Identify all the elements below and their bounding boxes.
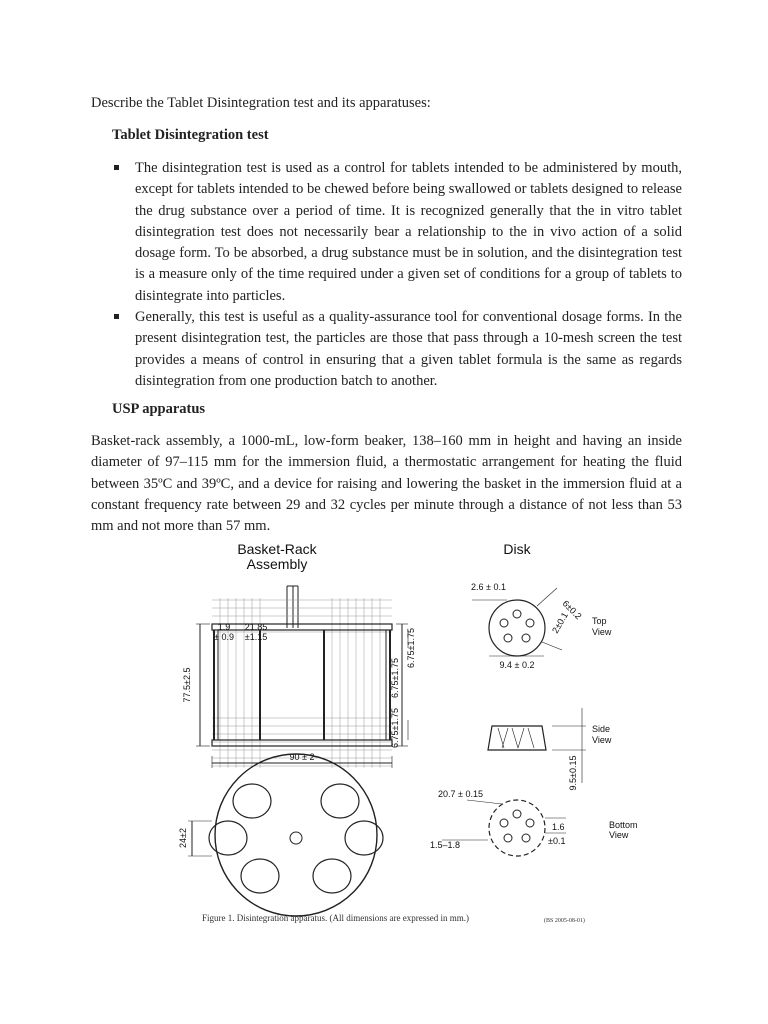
section-heading-usp-apparatus: USP apparatus (112, 401, 206, 417)
dim-2-6: 2.6 ± 0.1 (471, 582, 506, 592)
dim-20-7: 20.7 ± 0.15 (438, 789, 483, 799)
dim-21-85: 21.85 (244, 622, 268, 632)
dim-90: 90 ± 2 (289, 752, 315, 762)
dim-pm-1-15: ±1.15 (244, 632, 268, 642)
basket-title-line2: Assembly (246, 556, 308, 572)
label-top: Top (592, 616, 607, 626)
apparatus-drawing (172, 538, 638, 928)
basket-title-line1: Basket-Rack (237, 541, 317, 557)
section-heading-tablet-disintegration: Tablet Disintegration test (112, 127, 269, 143)
label-view-bottom: View (609, 830, 629, 840)
dim-6-pm-02: 6±0.2 (560, 598, 584, 622)
usp-paragraph: Basket-rack assembly, a 1000-mL, low-form beaker, 138–160 mm in height and having an inside diameter of 97–115 mm for the immersion fluid, a thermostatic arrangement for heating the fluid between 35ºC and 39ºC, and a device for raising and lowering the basket in the immersion fluid at a constant frequency rate between 29 and 32 cycles per minute through a distance of not less than 53 mm and not more than 57 mm. (91, 433, 682, 535)
label-bottom: Bottom (609, 820, 638, 830)
bullet-marker (114, 165, 119, 170)
figure-caption-ref: (BS 2005-08-01) (544, 918, 585, 924)
dim-pm-0-9: ± 0.9 (214, 632, 234, 642)
disk-bottom-view (442, 800, 566, 856)
bullet-text: Generally, this test is useful as a quality-assurance tool for conventional dosage forms. In the present disintegration test, the particles are those that pass through a 10-mesh screen the test provides a means of control in ensuring that a given tablet formula is the same as regards disintegration from one production batch to another. (135, 309, 682, 389)
bullet-marker (114, 314, 119, 319)
basket-rack-front-view (196, 586, 408, 768)
bullet-item (112, 307, 682, 392)
dim-6-75-right-top: 6.75±1.75 (390, 658, 400, 698)
dim-9-4: 9.4 ± 0.2 (499, 660, 535, 670)
dim-24: 24±2 (178, 828, 188, 848)
dim-6-75-left: 6.75±1.75 (390, 708, 400, 748)
dim-1-5-1-8: 1.5–1.8 (430, 840, 461, 850)
dim-77-5: 77.5±2.5 (182, 667, 192, 703)
dim-1-9: 1.9 (217, 622, 231, 632)
dim-2-pm-01: 2±0.1 (550, 610, 570, 635)
label-side: Side (592, 724, 611, 734)
disk-title: Disk (503, 541, 531, 557)
label-view-top: View (592, 627, 612, 637)
dim-1-6: 1.6 (552, 822, 565, 832)
label-view-side: View (592, 735, 612, 745)
dim-6-75-right-bottom: 6.75±1.75 (406, 628, 416, 668)
dim-9-5: 9.5±0.15 (568, 755, 578, 791)
basket-plate-top-view (188, 754, 383, 916)
bullet-item (112, 158, 682, 307)
dim-pm-0-1: ±0.1 (548, 836, 566, 846)
bullet-list (112, 158, 682, 392)
disintegration-apparatus-figure (172, 538, 638, 928)
bullet-text: The disintegration test is used as a control for tablets intended to be administered by mouth, except for tablets intended to be chewed before being swallowed or tablets designed to release the drug substance over a period of time. It is recognized generally that the in vitro tablet disintegration test does not necessarily bear a relationship to the in vivo action of a solid dosage form. To be absorbed, a drug substance must be in solution, and the disintegration test is a measure only of the time required under a given set of conditions for a group of tablets to disintegrate into particles. (135, 160, 682, 304)
disk-top-view (472, 588, 562, 656)
question-line: Describe the Tablet Disintegration test and its apparatuses: (91, 95, 431, 111)
figure-caption: Figure 1. Disintegration apparatus. (All dimensions are expressed in mm.) (202, 913, 469, 923)
